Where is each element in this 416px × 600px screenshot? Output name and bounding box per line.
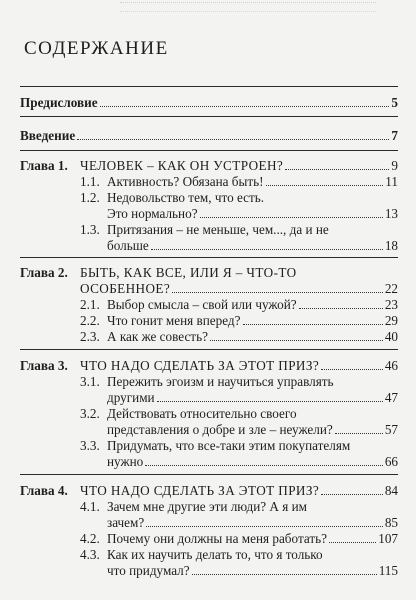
chapter-3-heading: Глава 3. ЧТО НАДО СДЕЛАТЬ ЗА ЭТОТ ПРИЗ? 46 xyxy=(20,358,398,373)
leader-dots xyxy=(157,401,383,402)
leader-dots xyxy=(146,526,383,527)
separator-line xyxy=(20,474,398,475)
leader-dots xyxy=(335,433,383,434)
leader-dots xyxy=(210,340,383,341)
leader-dots xyxy=(145,465,383,466)
leader-dots xyxy=(329,542,376,543)
separator-line xyxy=(20,257,398,258)
separator-line xyxy=(20,86,398,87)
leader-dots xyxy=(299,308,383,309)
toc-entry-intro: Введение 7 xyxy=(20,128,398,143)
leader-dots xyxy=(266,185,384,186)
leader-dots xyxy=(172,292,383,293)
leader-dots xyxy=(285,169,389,170)
leader-dots xyxy=(321,494,383,495)
separator-line xyxy=(20,349,398,350)
leader-dots xyxy=(243,324,383,325)
section-3-3: 3.3. Придумать, что все-таки этим покупателям нужно 66 xyxy=(80,438,398,469)
leader-dots xyxy=(100,106,390,107)
separator-line xyxy=(20,116,398,117)
section-1-2: 1.2. Недовольство тем, что есть. Это нормально? 13 xyxy=(80,190,398,221)
leader-dots xyxy=(192,574,377,575)
section-4-1: 4.1. Зачем мне другие эти люди? А я им зачем? 85 xyxy=(80,499,398,530)
toc-entry-preface: Предисловие 5 xyxy=(20,95,398,110)
chapter-4-heading: Глава 4. ЧТО НАДО СДЕЛАТЬ ЗА ЭТОТ ПРИЗ? 84 xyxy=(20,483,398,498)
show-through-text xyxy=(120,2,376,12)
leader-dots xyxy=(151,249,383,250)
section-4-2: 4.2. Почему они должны на меня работать? 107 xyxy=(80,531,398,546)
section-2-3: 2.3. А как же совесть? 40 xyxy=(80,329,398,344)
section-1-3: 1.3. Притязания – не меньше, чем..., да и не больше 18 xyxy=(80,222,398,253)
leader-dots xyxy=(200,217,383,218)
section-3-1: 3.1. Пережить эгоизм и научиться управлять другими 47 xyxy=(80,374,398,405)
section-4-3: 4.3. Как их научить делать то, что я только что придумал? 115 xyxy=(80,547,398,578)
toc-title: СОДЕРЖАНИЕ xyxy=(24,38,169,59)
separator-line xyxy=(20,150,398,151)
leader-dots xyxy=(77,139,389,140)
chapter-2-heading: Глава 2. БЫТЬ, КАК ВСЕ, ИЛИ Я – ЧТО-ТО ОСОБЕННОЕ? 22 xyxy=(20,265,398,296)
section-2-1: 2.1. Выбор смысла – свой или чужой? 23 xyxy=(80,297,398,312)
section-1-1: 1.1. Активность? Обязана быть! 11 xyxy=(80,174,398,189)
leader-dots xyxy=(321,369,383,370)
section-3-2: 3.2. Действовать относительно своего представления о добре и зле – неужели? 57 xyxy=(80,406,398,437)
section-2-2: 2.2. Что гонит меня вперед? 29 xyxy=(80,313,398,328)
chapter-1-heading: Глава 1. ЧЕЛОВЕК – КАК ОН УСТРОЕН? 9 xyxy=(20,158,398,173)
